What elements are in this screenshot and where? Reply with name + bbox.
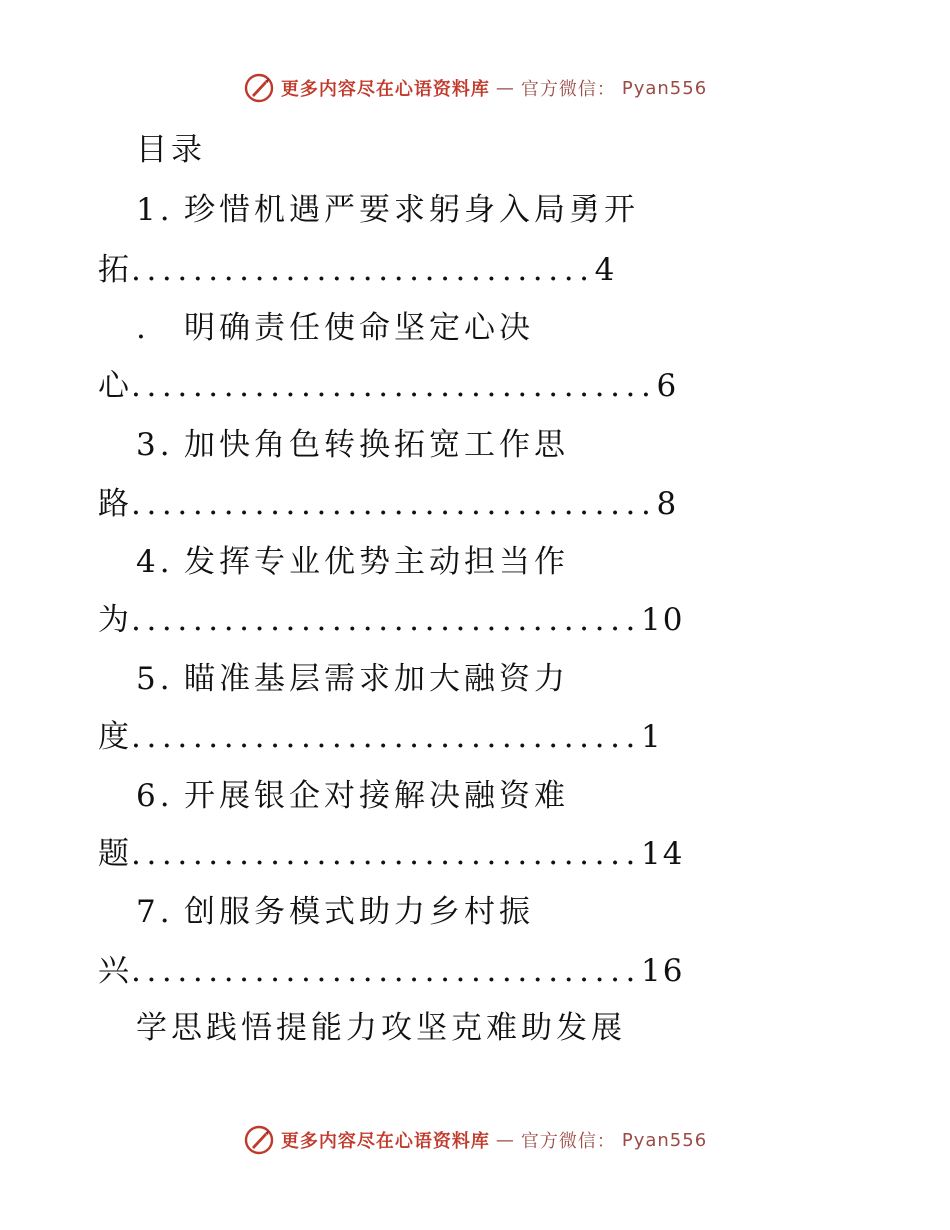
toc-entry-6-head	[136, 770, 569, 815]
toc-leader-dots: .................................	[131, 719, 641, 755]
footer-banner	[0, 1124, 950, 1156]
header-contact-id: Pyan556	[621, 77, 708, 99]
toc-entry-7-line	[98, 945, 684, 990]
toc-entry-4-line	[98, 594, 684, 639]
toc-entry-2-head	[136, 302, 534, 347]
toc-entry-title: 明确责任使命坚定心决	[184, 310, 534, 346]
toc-entry-continuation: 度	[98, 719, 131, 755]
toc-entry-title: 加快角色转换拓宽工作思	[184, 427, 569, 463]
toc-title: 目录	[136, 132, 206, 168]
toc-entry-4-head	[136, 536, 569, 581]
toc-entry-6-line	[98, 828, 684, 873]
toc-entry-page: 6	[656, 368, 679, 404]
toc-entry-continuation: 题	[98, 836, 131, 872]
toc-leader-dots: ..............................	[131, 252, 595, 288]
toc-entry-page: 16	[640, 953, 685, 989]
quill-pen-logo-icon	[243, 1124, 275, 1156]
toc-entry-title: 珍惜机遇严要求躬身入局勇开	[184, 192, 639, 228]
toc-leader-dots: .................................	[131, 953, 641, 989]
toc-entry-2-line	[98, 360, 678, 405]
toc-entry-continuation: 路	[98, 486, 131, 522]
toc-entry-5-line	[98, 711, 663, 756]
header-banner	[0, 72, 950, 104]
toc-leader-dots: .................................	[131, 836, 641, 872]
toc-entry-title: 创服务模式助力乡村振	[184, 894, 534, 930]
header-main-text: 更多内容尽在心语资料库	[280, 79, 490, 100]
toc-entry-1-head	[136, 184, 639, 229]
toc-entry-number: .	[136, 310, 150, 346]
toc-entry-3-line	[98, 478, 678, 523]
toc-entry-number: 6.	[136, 778, 174, 814]
header-dash: —	[495, 77, 515, 99]
toc-entry-1-line	[98, 244, 616, 289]
toc-entry-title: 发挥专业优势主动担当作	[184, 544, 569, 580]
toc-entry-page: 4	[594, 252, 617, 288]
footer-contact-label: 官方微信：	[520, 1131, 616, 1152]
toc-leader-dots: .................................	[131, 602, 641, 638]
toc-entry-continuation: 兴	[98, 953, 131, 989]
toc-leader-dots: ..................................	[131, 486, 657, 522]
quill-pen-logo-icon	[243, 72, 275, 104]
toc-entry-continuation: 为	[98, 602, 131, 638]
toc-leader-dots: ..................................	[131, 368, 657, 404]
header-contact-label: 官方微信：	[520, 79, 616, 100]
toc-entry-continuation: 拓	[98, 252, 131, 288]
toc-entry-3-head	[136, 419, 569, 464]
toc-entry-page: 14	[640, 836, 685, 872]
footer-main-text: 更多内容尽在心语资料库	[280, 1131, 490, 1152]
toc-entry-number: 7.	[136, 894, 174, 930]
toc-entry-7-head	[136, 886, 534, 931]
toc-entry-page: 1	[640, 719, 663, 755]
toc-entry-number: 5.	[136, 661, 174, 697]
footer-dash: —	[495, 1129, 515, 1151]
toc-entry-page: 8	[656, 486, 679, 522]
toc-entry-number: 1.	[136, 192, 174, 228]
toc-entry-title: 瞄准基层需求加大融资力	[184, 661, 569, 697]
section-heading: 学思践悟提能力攻坚克难助发展	[136, 1010, 626, 1046]
toc-entry-continuation: 心	[98, 368, 131, 404]
toc-entry-number: 3.	[136, 427, 174, 463]
toc-entry-number: 4.	[136, 544, 174, 580]
toc-entry-5-head	[136, 653, 569, 698]
toc-entry-title: 开展银企对接解决融资难	[184, 778, 569, 814]
toc-entry-page: 10	[640, 602, 685, 638]
footer-contact-id: Pyan556	[621, 1129, 708, 1151]
